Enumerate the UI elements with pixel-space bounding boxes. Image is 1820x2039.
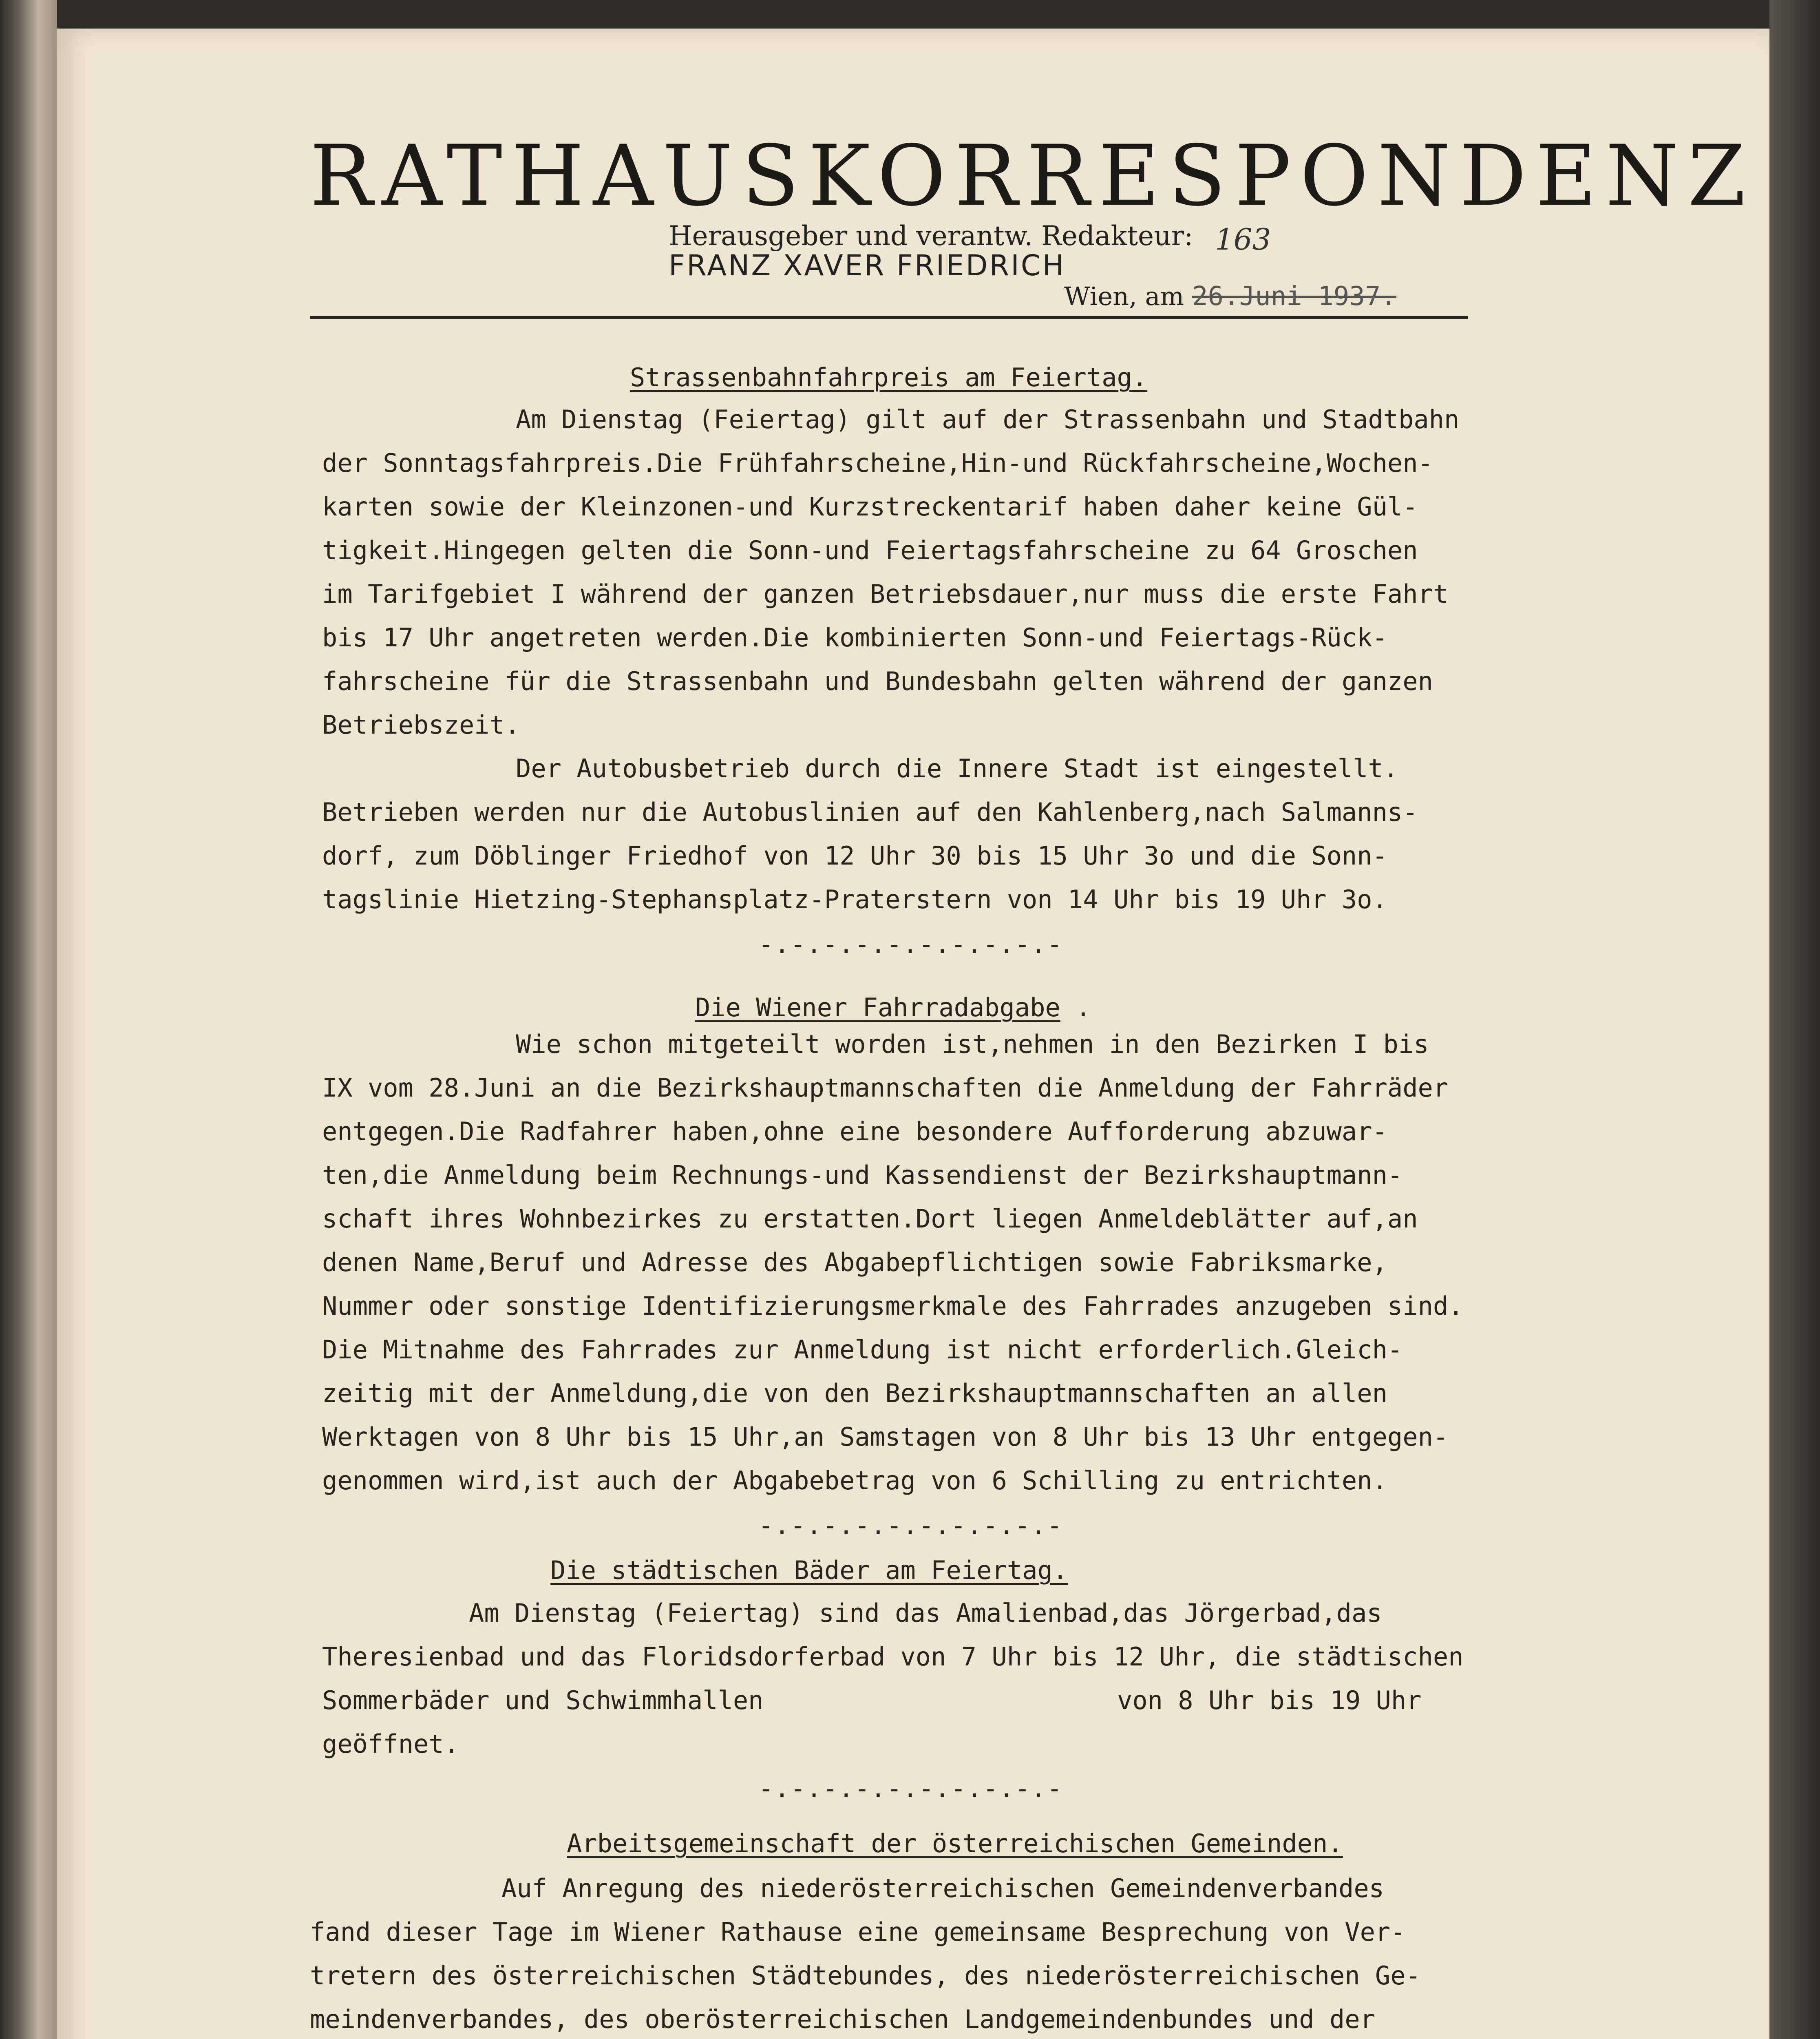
article-line: Theresienbad und das Floridsdorferbad von 7 Uhr bis 12 Uhr, die städtischen	[322, 1642, 1464, 1672]
article-line: genommen wird,ist auch der Abgabebetrag von 6 Schilling zu entrichten.	[322, 1466, 1387, 1495]
article-heading-row	[695, 995, 1091, 1020]
dateline	[1064, 281, 1396, 312]
article-line: geöffnet.	[322, 1729, 459, 1759]
article-line: tigkeit.Hingegen gelten die Sonn-und Feiertagsfahrscheine zu 64 Groschen	[322, 535, 1418, 565]
article-heading: Die Wiener Fahrradabgabe	[695, 993, 1060, 1022]
article-line: entgegen.Die Radfahrer haben,ohne eine besondere Aufforderung abzuwar-	[322, 1117, 1387, 1146]
article-line: im Tarifgebiet I während der ganzen Betriebsdauer,nur muss die erste Fahrt	[322, 579, 1449, 609]
article-line: fahrscheine für die Strassenbahn und Bundesbahn gelten während der ganzen	[322, 666, 1433, 696]
article-line: zeitig mit der Anmeldung,die von den Bezirkshauptmannschaften an allen	[322, 1378, 1387, 1408]
scan-top-edge	[57, 0, 1769, 29]
article-heading: Arbeitsgemeinschaft der österreichischen Gemeinden.	[567, 1829, 1343, 1858]
article-line: Wie schon mitgeteilt worden ist,nehmen in den Bezirken I bis	[516, 1029, 1429, 1059]
article-line: schaft ihres Wohnbezirkes zu erstatten.Dort liegen Anmeldeblätter auf,an	[322, 1204, 1418, 1234]
section-separator: -.-.-.-.-.-.-.-.-.-	[758, 1510, 1063, 1540]
article-heading: Strassenbahnfahrpreis am Feiertag.	[630, 363, 1148, 392]
article-line: Am Dienstag (Feiertag) sind das Amalienbad,das Jörgerbad,das	[469, 1598, 1382, 1628]
article-line: dorf, zum Döblinger Friedhof von 12 Uhr 30 bis 15 Uhr 3o und die Sonn-	[322, 841, 1387, 871]
article-line: Am Dienstag (Feiertag) gilt auf der Strassenbahn und Stadtbahn	[516, 405, 1460, 434]
article-line: meindenverbandes, des oberösterreichischen Landgemeindenbundes und der	[310, 2004, 1375, 2034]
publisher-line: Herausgeber und verantw. Redakteur:	[669, 220, 1193, 252]
article-heading-suffix: .	[1076, 993, 1091, 1022]
article-line: Auf Anregung des niederösterreichischen Gemeindenverbandes	[501, 1873, 1384, 1903]
issue-date: 26.Juni 1937.	[1192, 281, 1396, 312]
article-line: tretern des österreichischen Städtebundes, des niederösterreichischen Ge-	[310, 1961, 1421, 1990]
article-line: bis 17 Uhr angetreten werden.Die kombinierten Sonn-und Feiertags-Rück-	[322, 623, 1387, 652]
place-label: Wien, am	[1064, 281, 1184, 311]
section-separator: -.-.-.-.-.-.-.-.-.-	[758, 1774, 1063, 1803]
article-line: ten,die Anmeldung beim Rechnungs-und Kassendienst der Bezirkshauptmann-	[322, 1160, 1403, 1190]
book-binding	[0, 0, 57, 2039]
scan-right-edge	[1769, 0, 1820, 2039]
masthead-rule	[310, 316, 1468, 319]
article-line: karten sowie der Kleinzonen-und Kurzstreckentarif haben daher keine Gül-	[322, 492, 1418, 522]
article-heading: Die städtischen Bäder am Feiertag.	[550, 1555, 1068, 1585]
article-line: Sommerbäder und Schwimmhallen	[322, 1685, 764, 1715]
article-line: Die Mitnahme des Fahrrades zur Anmeldung ist nicht erforderlich.Gleich-	[322, 1335, 1403, 1364]
article-line: Werktagen von 8 Uhr bis 15 Uhr,an Samstagen von 8 Uhr bis 13 Uhr entgegen-	[322, 1422, 1449, 1452]
article-line: der Sonntagsfahrpreis.Die Frühfahrscheine,Hin-und Rückfahrscheine,Wochen-	[322, 448, 1433, 478]
article-line: denen Name,Beruf und Adresse des Abgabepflichtigen sowie Fabriksmarke,	[322, 1247, 1387, 1277]
article-line: Nummer oder sonstige Identifizierungsmerkmale des Fahrrades anzugeben sind.	[322, 1291, 1464, 1321]
editor-name: FRANZ XAVER FRIEDRICH	[669, 249, 1066, 282]
article-line: fand dieser Tage im Wiener Rathause eine gemeinsame Besprechung von Ver-	[310, 1917, 1406, 1947]
article-line: von 8 Uhr bis 19 Uhr	[1117, 1685, 1422, 1715]
article-line: tagslinie Hietzing-Stephansplatz-Praterstern von 14 Uhr bis 19 Uhr 3o.	[322, 885, 1387, 914]
article-line: Betriebszeit.	[322, 710, 520, 740]
article-line: IX vom 28.Juni an die Bezirkshauptmannschaften die Anmeldung der Fahrräder	[322, 1073, 1449, 1103]
article-line: Der Autobusbetrieb durch die Innere Stadt ist eingestellt.	[516, 754, 1398, 783]
masthead-title: RATHAUSKORRESPONDENZ	[310, 128, 1755, 225]
article-line: Betrieben werden nur die Autobuslinien auf den Kahlenberg,nach Salmanns-	[322, 797, 1418, 827]
page-number: 163	[1215, 222, 1271, 257]
section-separator: -.-.-.-.-.-.-.-.-.-	[758, 929, 1063, 959]
